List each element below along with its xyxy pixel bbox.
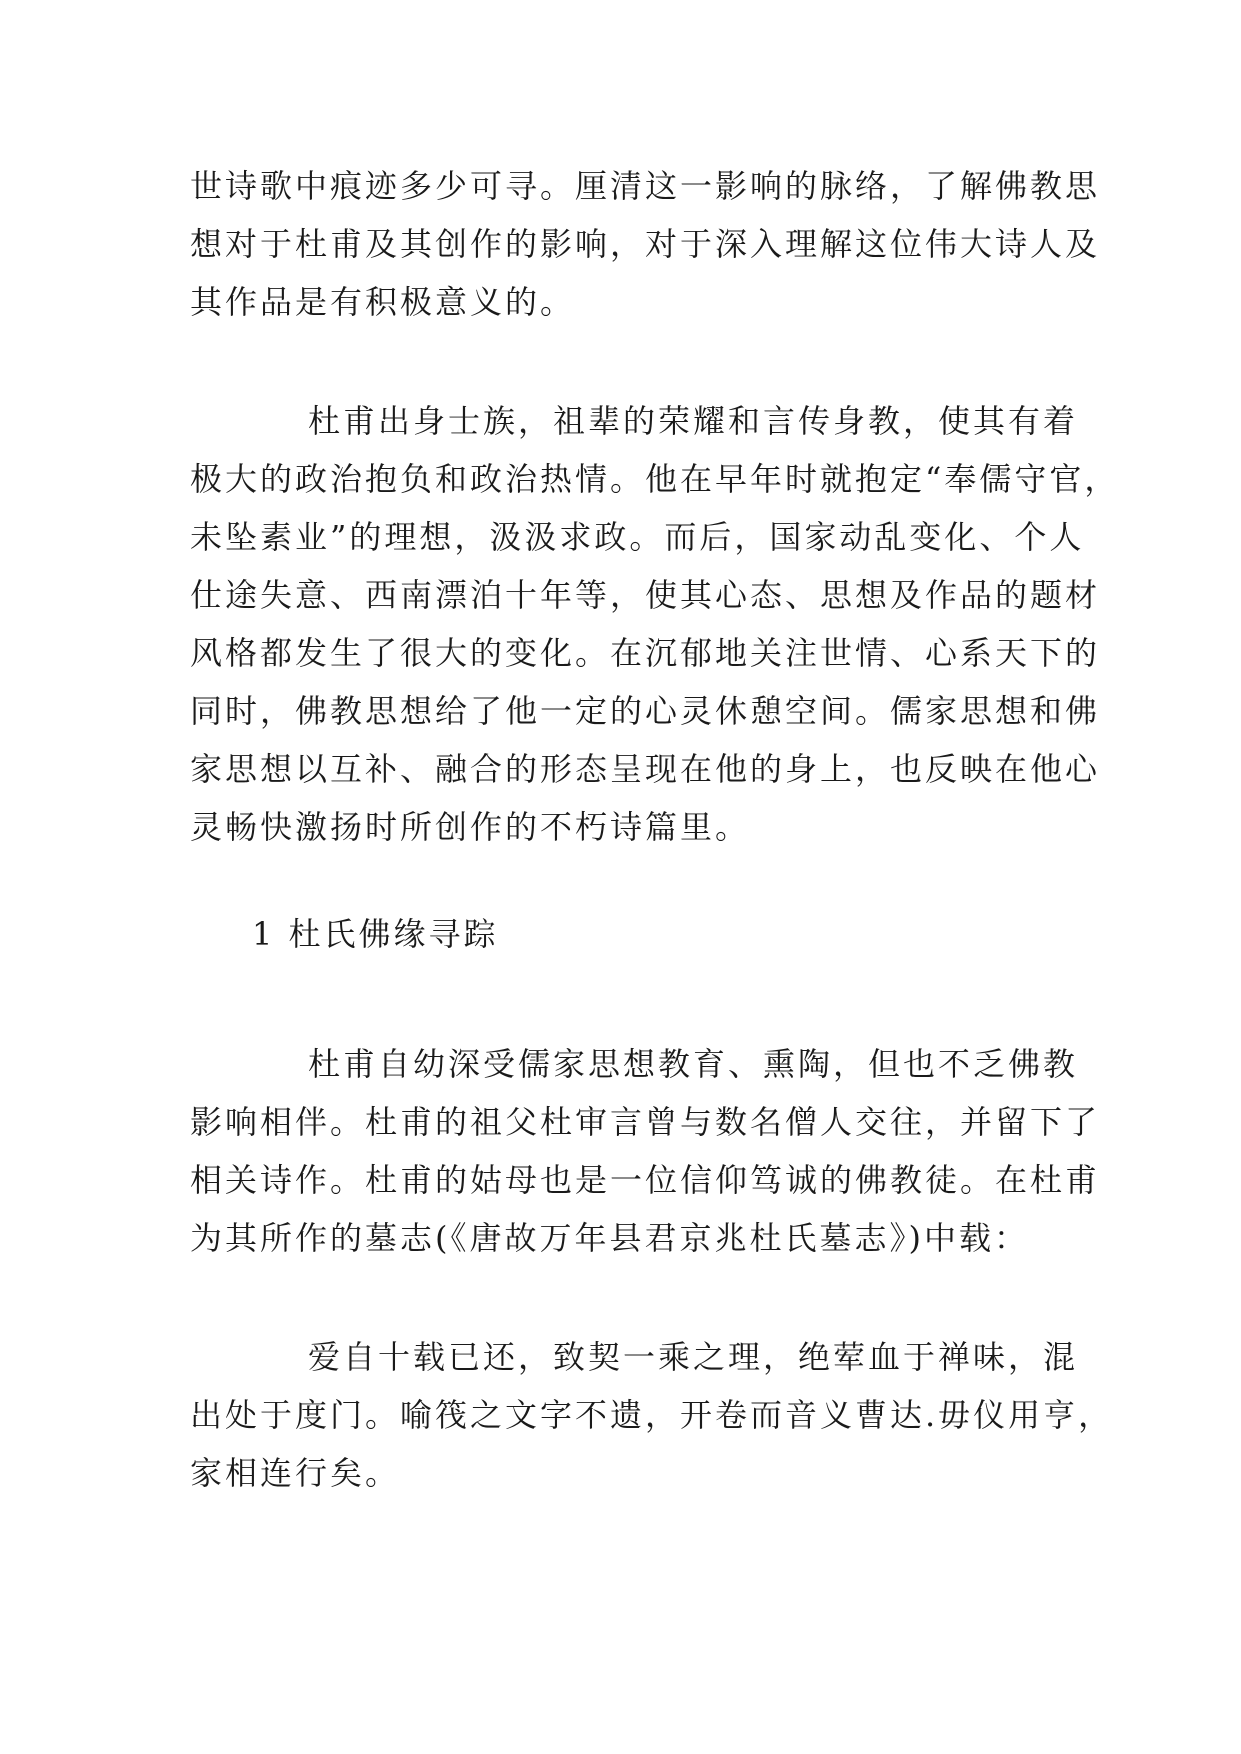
- paragraph-line: 风格都发生了很大的变化。在沉郁地关注世情、心系天下的: [190, 634, 1101, 672]
- paragraph-line: 影响相伴。杜甫的祖父杜审言曾与数名僧人交往，并留下了: [190, 1103, 1101, 1141]
- paragraph-line: 其作品是有积极意义的。: [190, 283, 576, 321]
- paragraph-line: 杜甫出身士族，祖辈的荣耀和言传身教，使其有着: [308, 402, 1079, 440]
- paragraph-line: 极大的政治抱负和政治热情。他在早年时就抱定“奉儒守官，: [190, 460, 1120, 498]
- paragraph-line: 未坠素业”的理想，汲汲求政。而后，国家动乱变化、个人: [190, 518, 1085, 556]
- paragraph-line: 为其所作的墓志(《唐故万年县君京兆杜氏墓志》)中载：: [190, 1219, 1029, 1257]
- section-heading: 1 杜氏佛缘寻踪: [252, 915, 499, 953]
- paragraph-line: 灵畅快激扬时所创作的不朽诗篇里。: [190, 808, 751, 846]
- paragraph-buddhist-influence: [190, 1035, 1101, 1267]
- paragraph-line: 家相连行矣。: [190, 1454, 401, 1492]
- paragraph-intro-continuation: [190, 157, 1101, 331]
- paragraph-line: 世诗歌中痕迹多少可寻。厘清这一影响的脉络，了解佛教思: [190, 167, 1101, 205]
- paragraph-line: 家思想以互补、融合的形态呈现在他的身上，也反映在他心: [190, 750, 1101, 788]
- paragraph-epitaph-quote: [190, 1328, 1114, 1502]
- paragraph-line: 同时，佛教思想给了他一定的心灵休憩空间。儒家思想和佛: [190, 692, 1101, 730]
- paragraph-line: 想对于杜甫及其创作的影响，对于深入理解这位伟大诗人及: [190, 225, 1101, 263]
- paragraph-du-fu-background: [190, 392, 1120, 856]
- paragraph-line: 出处于度门。喻筏之文字不遗，开卷而音义曹达.毋仪用亨，: [190, 1396, 1114, 1434]
- paragraph-line: 爱自十载已还，致契一乘之理，绝荤血于禅味，混: [308, 1338, 1079, 1376]
- paragraph-line: 仕途失意、西南漂泊十年等，使其心态、思想及作品的题材: [190, 576, 1101, 614]
- paragraph-line: 相关诗作。杜甫的姑母也是一位信仰笃诚的佛教徒。在杜甫: [190, 1161, 1101, 1199]
- paragraph-line: 杜甫自幼深受儒家思想教育、熏陶，但也不乏佛教: [308, 1045, 1079, 1083]
